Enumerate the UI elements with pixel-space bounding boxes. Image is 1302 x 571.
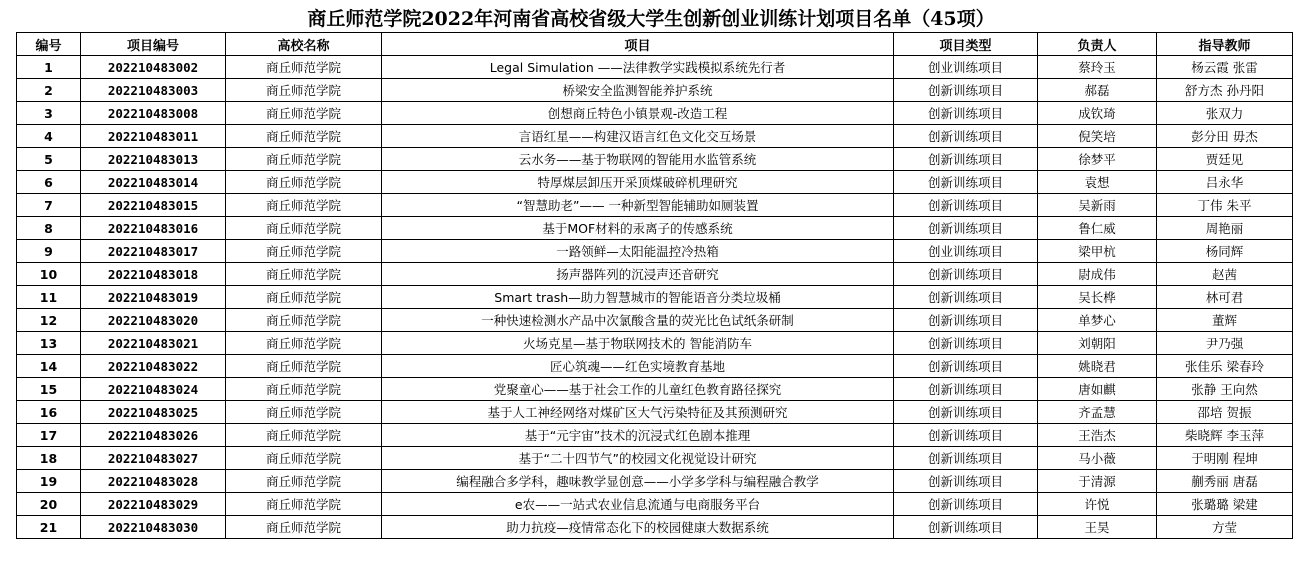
leader-name: 鲁仁威 [1038,217,1157,240]
table-row [17,56,1293,79]
school-name: 商丘师范学院 [226,79,382,102]
school-name: 商丘师范学院 [226,516,382,539]
header-project: 项目 [382,33,894,56]
table-row [17,470,1293,493]
leader-name: 郝磊 [1038,79,1157,102]
project-code: 202210483019 [81,286,226,309]
project-type: 创业训练项目 [894,56,1038,79]
row-index: 17 [17,424,81,447]
table-row [17,401,1293,424]
leader-name: 吴新雨 [1038,194,1157,217]
row-index: 7 [17,194,81,217]
leader-name: 王浩杰 [1038,424,1157,447]
project-type: 创新训练项目 [894,309,1038,332]
row-index: 12 [17,309,81,332]
leader-name: 齐孟慧 [1038,401,1157,424]
project-type: 创新训练项目 [894,424,1038,447]
project-name: 扬声器阵列的沉浸声还音研究 [382,263,894,286]
project-code: 202210483027 [81,447,226,470]
project-code: 202210483002 [81,56,226,79]
school-name: 商丘师范学院 [226,217,382,240]
advisor-names: 杨云霞 张雷 [1157,56,1293,79]
row-index: 21 [17,516,81,539]
row-index: 19 [17,470,81,493]
table-row [17,516,1293,539]
school-name: 商丘师范学院 [226,240,382,263]
project-code: 202210483028 [81,470,226,493]
table-row [17,355,1293,378]
project-code: 202210483024 [81,378,226,401]
school-name: 商丘师范学院 [226,286,382,309]
project-name: 云水务——基于物联网的智能用水监管系统 [382,148,894,171]
project-type: 创新训练项目 [894,171,1038,194]
project-code: 202210483016 [81,217,226,240]
table-row [17,148,1293,171]
school-name: 商丘师范学院 [226,447,382,470]
row-index: 6 [17,171,81,194]
leader-name: 许悦 [1038,493,1157,516]
row-index: 10 [17,263,81,286]
row-index: 5 [17,148,81,171]
project-type: 创新训练项目 [894,470,1038,493]
school-name: 商丘师范学院 [226,378,382,401]
table-header-row [17,33,1293,56]
row-index: 13 [17,332,81,355]
advisor-names: 舒方杰 孙丹阳 [1157,79,1293,102]
project-name: 基于MOF材料的汞离子的传感系统 [382,217,894,240]
row-index: 16 [17,401,81,424]
project-type: 创新训练项目 [894,493,1038,516]
leader-name: 倪笑培 [1038,125,1157,148]
project-code: 202210483020 [81,309,226,332]
school-name: 商丘师范学院 [226,125,382,148]
advisor-names: 吕永华 [1157,171,1293,194]
project-name: Smart trash—助力智慧城市的智能语音分类垃圾桶 [382,286,894,309]
project-type: 创新训练项目 [894,355,1038,378]
row-index: 9 [17,240,81,263]
project-code: 202210483008 [81,102,226,125]
advisor-names: 贾廷见 [1157,148,1293,171]
project-code: 202210483013 [81,148,226,171]
project-name: 匠心筑魂——红色实境教育基地 [382,355,894,378]
project-name: 特厚煤层卸压开采顶煤破碎机理研究 [382,171,894,194]
project-code: 202210483003 [81,79,226,102]
school-name: 商丘师范学院 [226,102,382,125]
advisor-names: 张璐璐 梁建 [1157,493,1293,516]
school-name: 商丘师范学院 [226,424,382,447]
project-code: 202210483015 [81,194,226,217]
school-name: 商丘师范学院 [226,493,382,516]
table-row [17,424,1293,447]
leader-name: 单梦心 [1038,309,1157,332]
leader-name: 尉成伟 [1038,263,1157,286]
project-name: 基于“元宇宙”技术的沉浸式红色剧本推理 [382,424,894,447]
advisor-names: 丁伟 朱平 [1157,194,1293,217]
advisor-names: 杨同辉 [1157,240,1293,263]
table-row [17,79,1293,102]
leader-name: 于清源 [1038,470,1157,493]
project-table [16,32,1293,539]
advisor-names: 董辉 [1157,309,1293,332]
school-name: 商丘师范学院 [226,470,382,493]
header-school: 高校名称 [226,33,382,56]
project-type: 创新训练项目 [894,125,1038,148]
project-type: 创业训练项目 [894,240,1038,263]
row-index: 14 [17,355,81,378]
project-type: 创新训练项目 [894,102,1038,125]
project-code: 202210483017 [81,240,226,263]
project-code: 202210483026 [81,424,226,447]
advisor-names: 方莹 [1157,516,1293,539]
project-type: 创新训练项目 [894,516,1038,539]
project-name: 桥梁安全监测智能养护系统 [382,79,894,102]
project-type: 创新训练项目 [894,378,1038,401]
table-row [17,171,1293,194]
project-code: 202210483021 [81,332,226,355]
row-index: 3 [17,102,81,125]
row-index: 20 [17,493,81,516]
header-project-type: 项目类型 [894,33,1038,56]
project-code: 202210483029 [81,493,226,516]
advisor-names: 尹乃强 [1157,332,1293,355]
project-type: 创新训练项目 [894,148,1038,171]
project-name: 言语红星——构建汉语言红色文化交互场景 [382,125,894,148]
row-index: 15 [17,378,81,401]
project-name: 火场克星—基于物联网技术的 智能消防车 [382,332,894,355]
leader-name: 唐如麒 [1038,378,1157,401]
advisor-names: 邵培 贺振 [1157,401,1293,424]
header-project-code: 项目编号 [81,33,226,56]
project-name: 基于“二十四节气”的校园文化视觉设计研究 [382,447,894,470]
table-row [17,240,1293,263]
project-type: 创新训练项目 [894,194,1038,217]
document-title: 商丘师范学院2022年河南省高校省级大学生创新创业训练计划项目名单（45项） [307,8,995,30]
table-row [17,125,1293,148]
project-name: 一种快速检测水产品中次氯酸含量的荧光比色试纸条研制 [382,309,894,332]
project-type: 创新训练项目 [894,332,1038,355]
advisor-names: 张静 王向然 [1157,378,1293,401]
project-code: 202210483018 [81,263,226,286]
table-row [17,102,1293,125]
advisor-names: 于明刚 程坤 [1157,447,1293,470]
row-index: 8 [17,217,81,240]
row-index: 2 [17,79,81,102]
table-body [17,56,1293,539]
leader-name: 刘朝阳 [1038,332,1157,355]
school-name: 商丘师范学院 [226,355,382,378]
row-index: 18 [17,447,81,470]
table-row [17,217,1293,240]
project-type: 创新训练项目 [894,79,1038,102]
advisor-names: 蒯秀丽 唐磊 [1157,470,1293,493]
advisor-names: 周艳丽 [1157,217,1293,240]
table-row [17,309,1293,332]
leader-name: 徐梦平 [1038,148,1157,171]
leader-name: 蔡玲玉 [1038,56,1157,79]
advisor-names: 赵茜 [1157,263,1293,286]
school-name: 商丘师范学院 [226,309,382,332]
project-type: 创新训练项目 [894,217,1038,240]
header-index: 编号 [17,33,81,56]
row-index: 11 [17,286,81,309]
leader-name: 袁想 [1038,171,1157,194]
project-name: 助力抗疫—疫情常态化下的校园健康大数据系统 [382,516,894,539]
project-name: 党聚童心——基于社会工作的儿童红色教育路径探究 [382,378,894,401]
leader-name: 吴长桦 [1038,286,1157,309]
school-name: 商丘师范学院 [226,148,382,171]
header-leader: 负责人 [1038,33,1157,56]
leader-name: 姚晓君 [1038,355,1157,378]
advisor-names: 林可君 [1157,286,1293,309]
project-name: 一路领鲜—太阳能温控冷热箱 [382,240,894,263]
school-name: 商丘师范学院 [226,401,382,424]
project-name: Legal Simulation ——法律教学实践模拟系统先行者 [382,56,894,79]
table-row [17,493,1293,516]
leader-name: 王昊 [1038,516,1157,539]
school-name: 商丘师范学院 [226,332,382,355]
table-row [17,263,1293,286]
advisor-names: 张佳乐 梁春玲 [1157,355,1293,378]
row-index: 4 [17,125,81,148]
school-name: 商丘师范学院 [226,56,382,79]
table-row [17,194,1293,217]
table-row [17,286,1293,309]
row-index: 1 [17,56,81,79]
project-name: e农——一站式农业信息流通与电商服务平台 [382,493,894,516]
project-type: 创新训练项目 [894,447,1038,470]
table-row [17,378,1293,401]
project-code: 202210483022 [81,355,226,378]
project-name: 编程融合多学科，趣味教学显创意——小学多学科与编程融合教学 [382,470,894,493]
project-name: 创想商丘特色小镇景观-改造工程 [382,102,894,125]
project-type: 创新训练项目 [894,263,1038,286]
project-code: 202210483011 [81,125,226,148]
header-advisor: 指导教师 [1157,33,1293,56]
project-type: 创新训练项目 [894,286,1038,309]
school-name: 商丘师范学院 [226,171,382,194]
leader-name: 梁甲杭 [1038,240,1157,263]
project-type: 创新训练项目 [894,401,1038,424]
project-code: 202210483030 [81,516,226,539]
table-row [17,332,1293,355]
advisor-names: 柴晓辉 李玉萍 [1157,424,1293,447]
project-name: “智慧助老”—— 一种新型智能辅助如厕装置 [382,194,894,217]
project-code: 202210483025 [81,401,226,424]
table-row [17,447,1293,470]
leader-name: 马小薇 [1038,447,1157,470]
school-name: 商丘师范学院 [226,194,382,217]
leader-name: 成钦琦 [1038,102,1157,125]
project-code: 202210483014 [81,171,226,194]
school-name: 商丘师范学院 [226,263,382,286]
advisor-names: 彭分田 毋杰 [1157,125,1293,148]
advisor-names: 张双力 [1157,102,1293,125]
project-name: 基于人工神经网络对煤矿区大气污染特征及其预测研究 [382,401,894,424]
